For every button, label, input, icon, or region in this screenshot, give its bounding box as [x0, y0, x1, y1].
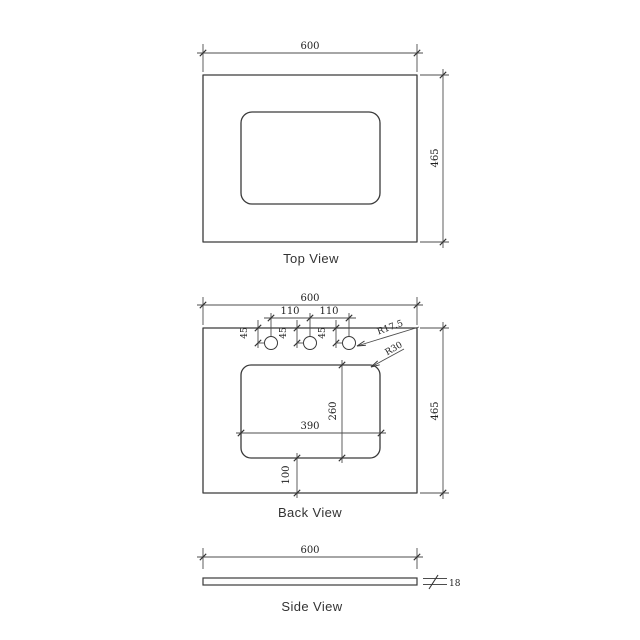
- dimension-tick: [429, 575, 438, 589]
- side-view-width-dimension: [197, 545, 423, 569]
- top-view-label: Top View: [283, 251, 339, 266]
- dimension-text: 600: [300, 41, 320, 52]
- dimension-text: 465: [430, 401, 441, 421]
- side-view-label: Side View: [281, 599, 343, 614]
- side-view-slab-outline: [203, 578, 417, 585]
- dimension-text: R30: [383, 340, 405, 359]
- dimension-text: 600: [300, 293, 320, 304]
- dimension-text: 18: [449, 579, 461, 589]
- dimension-text: 260: [328, 401, 339, 421]
- hole-offset-dimension-right: [318, 320, 343, 348]
- dimension-text: R17.5: [376, 318, 405, 338]
- side-view: [197, 545, 461, 614]
- hole-spacing-dimensions: [264, 306, 356, 336]
- dimension-text: 110: [280, 306, 300, 317]
- dimension-text: 600: [300, 545, 320, 556]
- hole-offset-dimension-center: [279, 320, 304, 348]
- back-view-height-dimension: [420, 322, 449, 499]
- top-view-benchtop-outline: [203, 75, 417, 242]
- dimension-text: 390: [300, 421, 320, 432]
- faucet-hole-right: [343, 337, 356, 350]
- dimension-text: 110: [319, 306, 339, 317]
- top-view-basin-cutout: [241, 112, 380, 204]
- faucet-hole-center: [304, 337, 317, 350]
- side-view-thickness-dimension: [423, 575, 461, 589]
- basin-width-dimension: [236, 421, 386, 436]
- dimension-text: 45: [279, 327, 289, 339]
- back-view-label: Back View: [277, 505, 343, 520]
- dimension-text: 465: [430, 148, 441, 168]
- basin-corner-radius-callout: [371, 340, 405, 367]
- hole-radius-callout: [357, 319, 419, 346]
- hole-offset-dimension-left: [240, 320, 265, 348]
- dimension-text: 100: [281, 465, 292, 485]
- dimension-text: 45: [318, 327, 328, 339]
- back-view: [197, 293, 449, 520]
- top-view: [197, 41, 449, 266]
- basin-depth-dimension: [328, 360, 345, 463]
- basin-bottom-offset-dimension: [281, 453, 300, 498]
- leader-arrowhead: [371, 361, 380, 367]
- top-view-width-dimension: [197, 41, 423, 72]
- dimension-text: 45: [240, 327, 250, 339]
- faucet-hole-left: [265, 337, 278, 350]
- top-view-height-dimension: [420, 69, 449, 248]
- back-view-basin-cutout: [241, 365, 380, 458]
